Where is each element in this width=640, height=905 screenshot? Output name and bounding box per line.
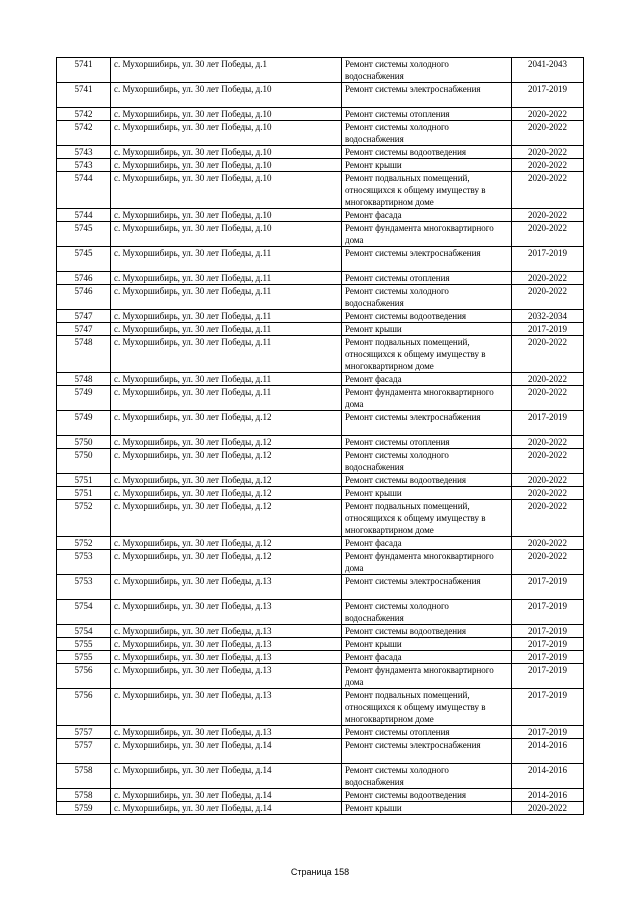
address-cell: с. Мухоршибирь, ул. 30 лет Победы, д.11 [111,285,342,310]
row-number: 5746 [57,272,111,285]
row-number: 5749 [57,386,111,411]
table-row [57,146,584,159]
work-type-cell: Ремонт фасада [342,537,512,550]
work-type-cell: Ремонт фасада [342,651,512,664]
period-cell: 2017-2019 [512,638,584,651]
address-cell: с. Мухоршибирь, ул. 30 лет Победы, д.13 [111,625,342,638]
period-cell: 2017-2019 [512,651,584,664]
table-row [57,172,584,209]
address-cell: с. Мухоршибирь, ул. 30 лет Победы, д.11 [111,323,342,336]
period-cell: 2020-2022 [512,537,584,550]
address-cell: с. Мухоршибирь, ул. 30 лет Победы, д.13 [111,600,342,625]
address-cell: с. Мухоршибирь, ул. 30 лет Победы, д.11 [111,386,342,411]
table-row [57,726,584,739]
work-type-cell: Ремонт системы отопления [342,272,512,285]
table-row [57,108,584,121]
work-type-cell: Ремонт системы водоотведения [342,474,512,487]
period-cell: 2017-2019 [512,575,584,600]
address-cell: с. Мухоршибирь, ул. 30 лет Победы, д.10 [111,222,342,247]
table-row [57,651,584,664]
address-cell: с. Мухоршибирь, ул. 30 лет Победы, д.12 [111,487,342,500]
address-cell: с. Мухоршибирь, ул. 30 лет Победы, д.12 [111,537,342,550]
row-number: 5750 [57,449,111,474]
row-number: 5747 [57,310,111,323]
work-type-cell: Ремонт подвальных помещений, относящихся к общему имуществу в многоквартирном доме [342,336,512,373]
work-type-cell: Ремонт фундамента многоквартирного дома [342,222,512,247]
table-row [57,474,584,487]
address-cell: с. Мухоршибирь, ул. 30 лет Победы, д.12 [111,411,342,436]
work-type-cell: Ремонт системы водоотведения [342,310,512,323]
work-type-cell: Ремонт фасада [342,209,512,222]
period-cell: 2017-2019 [512,247,584,272]
work-type-cell: Ремонт крыши [342,323,512,336]
table-row [57,600,584,625]
table-row [57,638,584,651]
work-type-cell: Ремонт подвальных помещений, относящихся к общему имуществу в многоквартирном доме [342,172,512,209]
row-number: 5747 [57,323,111,336]
table-row [57,789,584,802]
period-cell: 2020-2022 [512,550,584,575]
period-cell: 2014-2016 [512,739,584,764]
period-cell: 2020-2022 [512,500,584,537]
work-type-cell: Ремонт системы холодного водоснабжения [342,121,512,146]
period-cell: 2017-2019 [512,600,584,625]
period-cell: 2014-2016 [512,789,584,802]
address-cell: с. Мухоршибирь, ул. 30 лет Победы, д.1 [111,58,342,83]
address-cell: с. Мухоршибирь, ул. 30 лет Победы, д.14 [111,764,342,789]
table-row [57,802,584,815]
table-row [57,323,584,336]
address-cell: с. Мухоршибирь, ул. 30 лет Победы, д.14 [111,802,342,815]
address-cell: с. Мухоршибирь, ул. 30 лет Победы, д.11 [111,310,342,323]
address-cell: с. Мухоршибирь, ул. 30 лет Победы, д.13 [111,726,342,739]
period-cell: 2014-2016 [512,764,584,789]
row-number: 5754 [57,625,111,638]
table-row [57,159,584,172]
address-cell: с. Мухоршибирь, ул. 30 лет Победы, д.12 [111,550,342,575]
table-row [57,436,584,449]
period-cell: 2020-2022 [512,386,584,411]
work-type-cell: Ремонт системы отопления [342,108,512,121]
work-type-cell: Ремонт крыши [342,802,512,815]
address-cell: с. Мухоршибирь, ул. 30 лет Победы, д.12 [111,436,342,449]
period-cell: 2020-2022 [512,487,584,500]
work-type-cell: Ремонт системы отопления [342,436,512,449]
work-type-cell: Ремонт системы электроснабжения [342,411,512,436]
table-row [57,121,584,146]
address-cell: с. Мухоршибирь, ул. 30 лет Победы, д.13 [111,664,342,689]
period-cell: 2032-2034 [512,310,584,323]
address-cell: с. Мухоршибирь, ул. 30 лет Победы, д.10 [111,172,342,209]
address-cell: с. Мухоршибирь, ул. 30 лет Победы, д.12 [111,474,342,487]
address-cell: с. Мухоршибирь, ул. 30 лет Победы, д.11 [111,272,342,285]
work-type-cell: Ремонт системы холодного водоснабжения [342,764,512,789]
row-number: 5752 [57,537,111,550]
row-number: 5741 [57,58,111,83]
row-number: 5753 [57,550,111,575]
address-cell: с. Мухоршибирь, ул. 30 лет Победы, д.10 [111,159,342,172]
row-number: 5744 [57,172,111,209]
row-number: 5758 [57,789,111,802]
table-row [57,58,584,83]
row-number: 5755 [57,638,111,651]
repair-schedule-table [56,57,584,815]
table-row [57,285,584,310]
period-cell: 2041-2043 [512,58,584,83]
period-cell: 2017-2019 [512,625,584,638]
address-cell: с. Мухоршибирь, ул. 30 лет Победы, д.10 [111,108,342,121]
work-type-cell: Ремонт крыши [342,487,512,500]
row-number: 5751 [57,474,111,487]
row-number: 5759 [57,802,111,815]
table-body [57,58,584,815]
table-row [57,83,584,108]
work-type-cell: Ремонт системы электроснабжения [342,247,512,272]
period-cell: 2020-2022 [512,121,584,146]
row-number: 5751 [57,487,111,500]
address-cell: с. Мухоршибирь, ул. 30 лет Победы, д.13 [111,638,342,651]
period-cell: 2020-2022 [512,159,584,172]
table-row [57,625,584,638]
work-type-cell: Ремонт системы отопления [342,726,512,739]
work-type-cell: Ремонт системы электроснабжения [342,575,512,600]
row-number: 5748 [57,373,111,386]
work-type-cell: Ремонт фундамента многоквартирного дома [342,664,512,689]
row-number: 5756 [57,689,111,726]
table-row [57,411,584,436]
period-cell: 2020-2022 [512,146,584,159]
address-cell: с. Мухоршибирь, ул. 30 лет Победы, д.12 [111,500,342,537]
table-row [57,310,584,323]
period-cell: 2020-2022 [512,373,584,386]
table-row [57,487,584,500]
row-number: 5743 [57,159,111,172]
address-cell: с. Мухоршибирь, ул. 30 лет Победы, д.14 [111,739,342,764]
table-row [57,373,584,386]
address-cell: с. Мухоршибирь, ул. 30 лет Победы, д.14 [111,789,342,802]
period-cell: 2020-2022 [512,449,584,474]
period-cell: 2017-2019 [512,689,584,726]
address-cell: с. Мухоршибирь, ул. 30 лет Победы, д.13 [111,575,342,600]
work-type-cell: Ремонт системы электроснабжения [342,739,512,764]
period-cell: 2020-2022 [512,474,584,487]
row-number: 5748 [57,336,111,373]
period-cell: 2020-2022 [512,336,584,373]
period-cell: 2020-2022 [512,436,584,449]
table-row [57,764,584,789]
row-number: 5754 [57,600,111,625]
table-row [57,575,584,600]
work-type-cell: Ремонт крыши [342,159,512,172]
work-type-cell: Ремонт подвальных помещений, относящихся к общему имуществу в многоквартирном доме [342,689,512,726]
table-row [57,739,584,764]
address-cell: с. Мухоршибирь, ул. 30 лет Победы, д.13 [111,689,342,726]
row-number: 5746 [57,285,111,310]
table-row [57,689,584,726]
period-cell: 2020-2022 [512,209,584,222]
period-cell: 2020-2022 [512,108,584,121]
row-number: 5757 [57,739,111,764]
period-cell: 2017-2019 [512,411,584,436]
row-number: 5750 [57,436,111,449]
period-cell: 2017-2019 [512,83,584,108]
work-type-cell: Ремонт системы электроснабжения [342,83,512,108]
work-type-cell: Ремонт системы холодного водоснабжения [342,449,512,474]
period-cell: 2017-2019 [512,664,584,689]
address-cell: с. Мухоршибирь, ул. 30 лет Победы, д.10 [111,209,342,222]
row-number: 5741 [57,83,111,108]
address-cell: с. Мухоршибирь, ул. 30 лет Победы, д.10 [111,121,342,146]
period-cell: 2020-2022 [512,222,584,247]
table-row [57,386,584,411]
address-cell: с. Мухоршибирь, ул. 30 лет Победы, д.12 [111,449,342,474]
table-row [57,537,584,550]
row-number: 5742 [57,108,111,121]
work-type-cell: Ремонт системы водоотведения [342,146,512,159]
row-number: 5742 [57,121,111,146]
table-row [57,247,584,272]
work-type-cell: Ремонт системы холодного водоснабжения [342,285,512,310]
work-type-cell: Ремонт фасада [342,373,512,386]
row-number: 5758 [57,764,111,789]
row-number: 5745 [57,247,111,272]
page-number: Страница 158 [290,867,350,877]
address-cell: с. Мухоршибирь, ул. 30 лет Победы, д.11 [111,336,342,373]
work-type-cell: Ремонт крыши [342,638,512,651]
table-row [57,336,584,373]
row-number: 5753 [57,575,111,600]
work-type-cell: Ремонт системы водоотведения [342,789,512,802]
table-row [57,500,584,537]
address-cell: с. Мухоршибирь, ул. 30 лет Победы, д.10 [111,146,342,159]
period-cell: 2020-2022 [512,272,584,285]
row-number: 5752 [57,500,111,537]
work-type-cell: Ремонт системы холодного водоснабжения [342,58,512,83]
row-number: 5755 [57,651,111,664]
period-cell: 2017-2019 [512,323,584,336]
row-number: 5756 [57,664,111,689]
address-cell: с. Мухоршибирь, ул. 30 лет Победы, д.11 [111,247,342,272]
table-row [57,222,584,247]
address-cell: с. Мухоршибирь, ул. 30 лет Победы, д.10 [111,83,342,108]
work-type-cell: Ремонт фундамента многоквартирного дома [342,550,512,575]
table-row [57,550,584,575]
address-cell: с. Мухоршибирь, ул. 30 лет Победы, д.11 [111,373,342,386]
row-number: 5745 [57,222,111,247]
row-number: 5743 [57,146,111,159]
table-row [57,664,584,689]
row-number: 5757 [57,726,111,739]
period-cell: 2017-2019 [512,726,584,739]
work-type-cell: Ремонт системы холодного водоснабжения [342,600,512,625]
row-number: 5749 [57,411,111,436]
table-row [57,272,584,285]
period-cell: 2020-2022 [512,172,584,209]
table-row [57,449,584,474]
address-cell: с. Мухоршибирь, ул. 30 лет Победы, д.13 [111,651,342,664]
period-cell: 2020-2022 [512,285,584,310]
work-type-cell: Ремонт фундамента многоквартирного дома [342,386,512,411]
work-type-cell: Ремонт системы водоотведения [342,625,512,638]
table-row [57,209,584,222]
row-number: 5744 [57,209,111,222]
period-cell: 2020-2022 [512,802,584,815]
work-type-cell: Ремонт подвальных помещений, относящихся к общему имуществу в многоквартирном доме [342,500,512,537]
